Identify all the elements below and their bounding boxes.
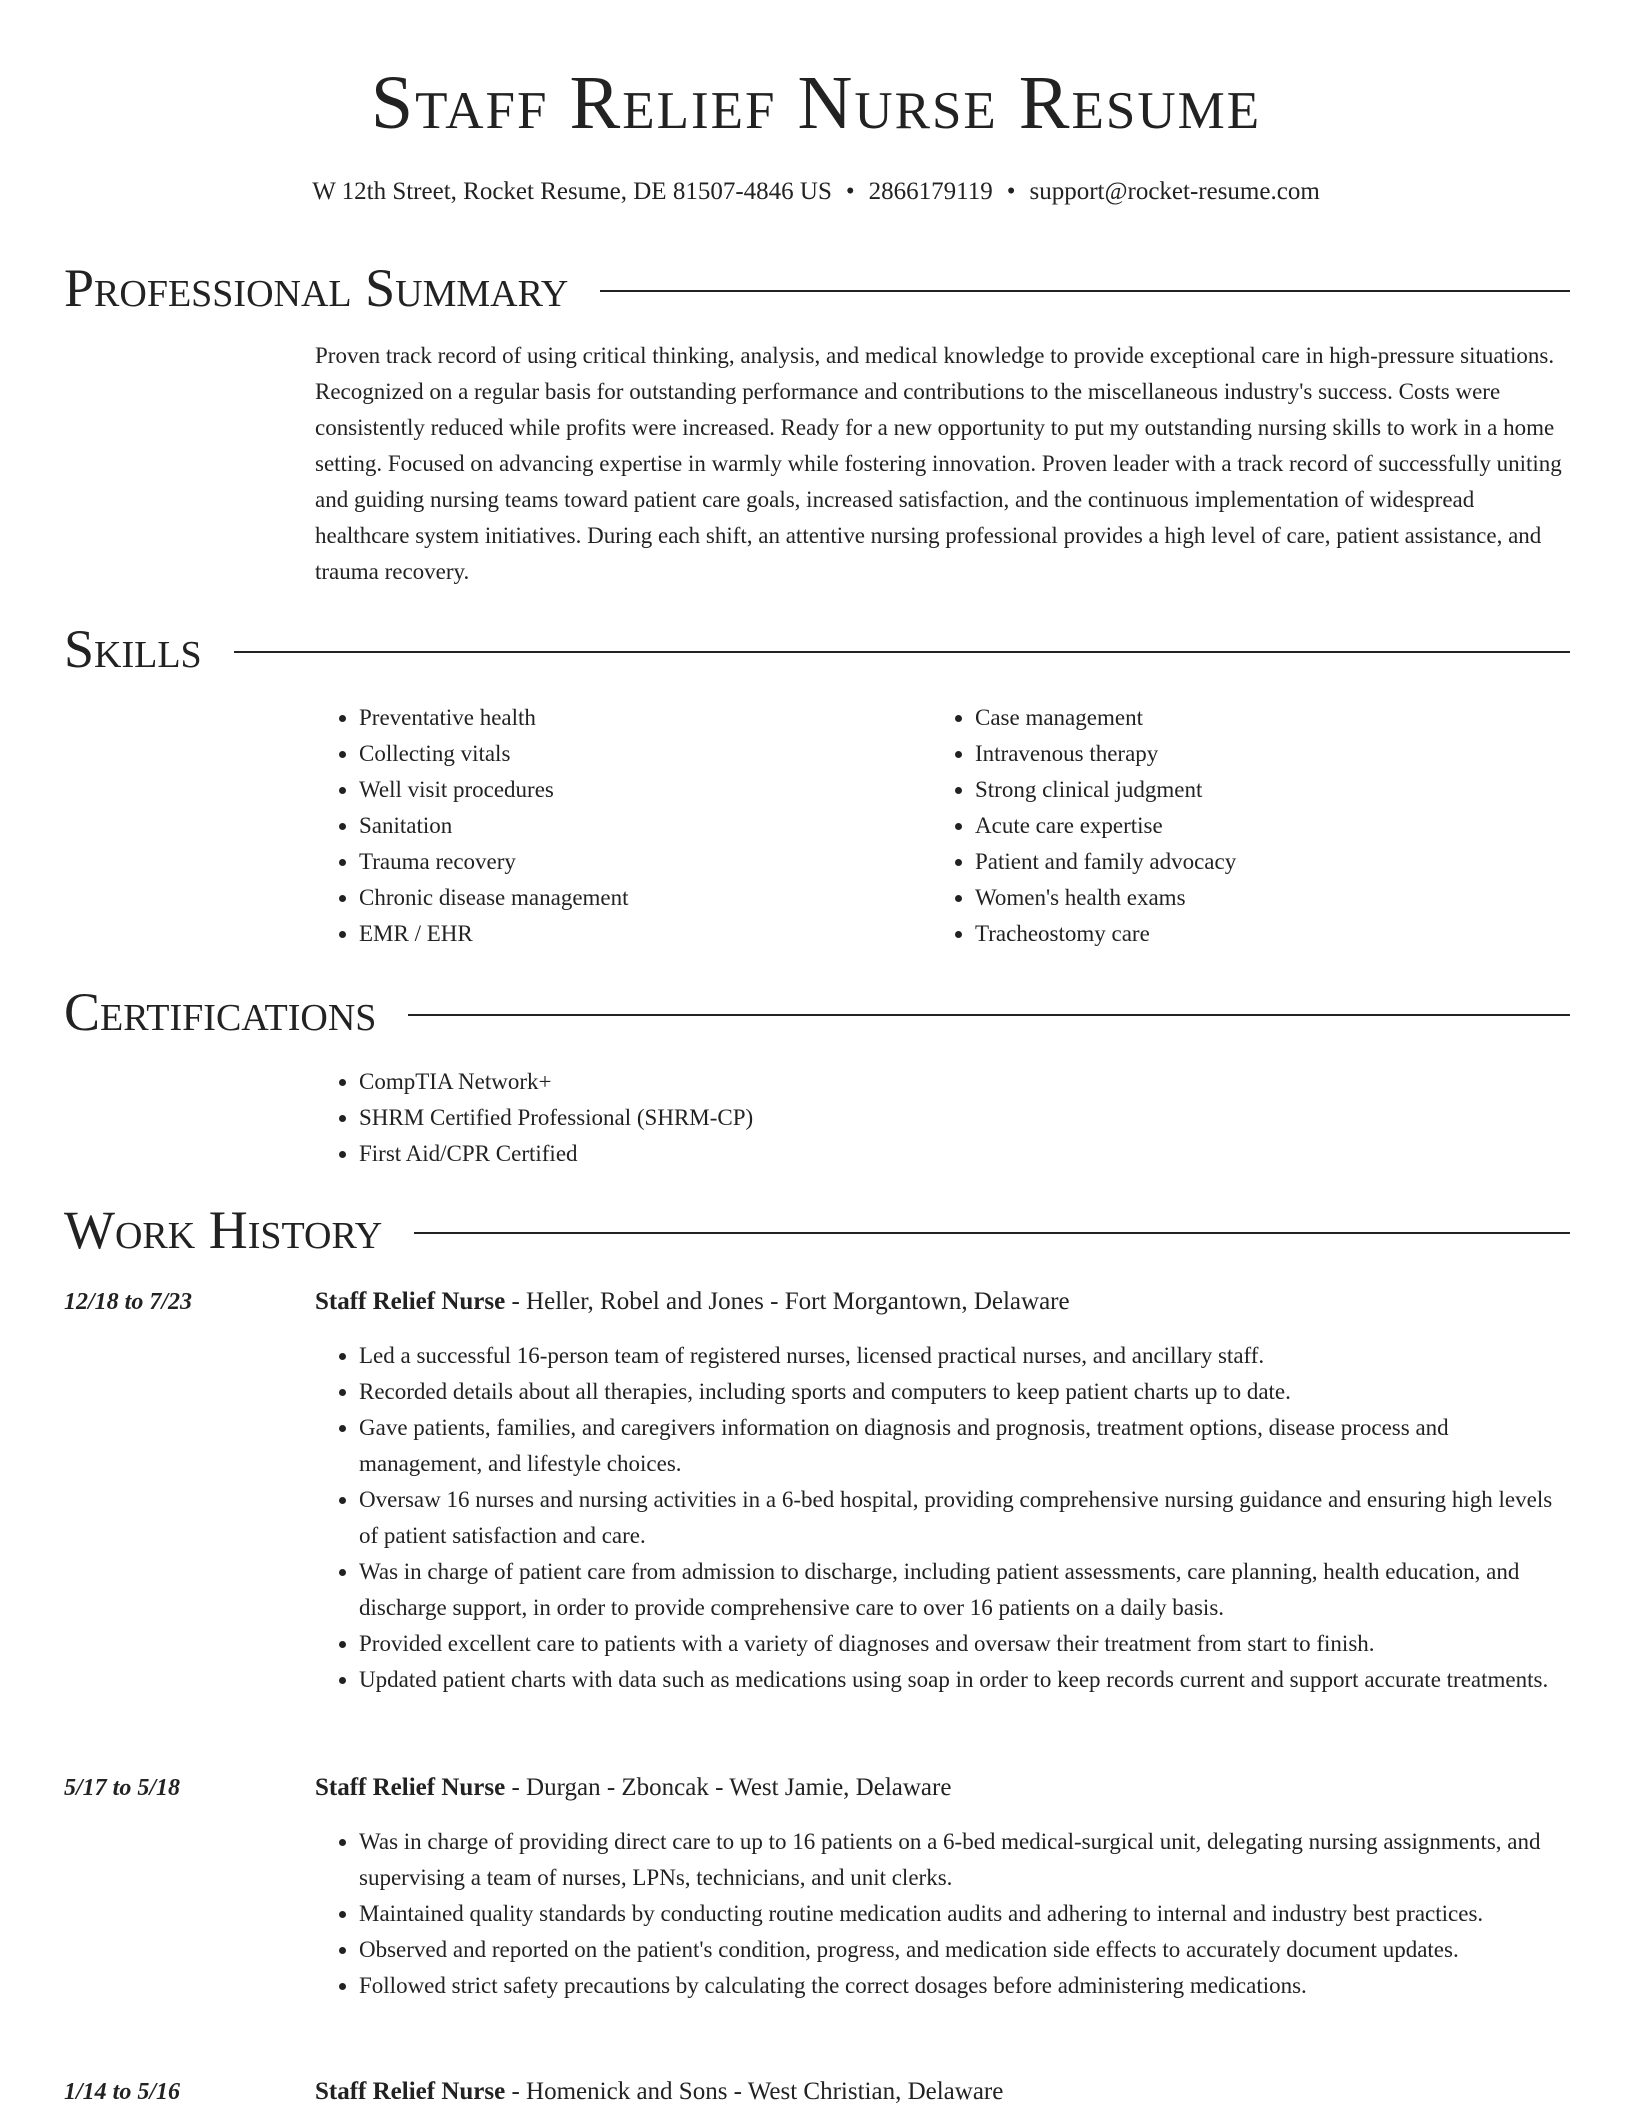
- list-item: • Recorded details about all therapies, including sports and computers to keep patient charts up to date.: [359, 1374, 1571, 1410]
- certifications-section-title: Certifications: [64, 982, 377, 1042]
- section-divider: [414, 1232, 1570, 1234]
- list-item: • Collecting vitals: [359, 736, 915, 772]
- list-item: • Intravenous therapy: [975, 736, 1531, 772]
- job-duties: [315, 1338, 1571, 1698]
- job-employer: - Homenick and Sons - West Christian, Delaware: [505, 2078, 1004, 2105]
- job-employer: - Heller, Robel and Jones - Fort Morgantown, Delaware: [505, 1288, 1070, 1315]
- list-item: • Oversaw 16 nurses and nursing activities in a 6-bed hospital, providing comprehensive nursing guidance and ensuring high levels of patient satisfaction and care.: [359, 1482, 1571, 1554]
- list-item: • Observed and reported on the patient's condition, progress, and medication side effects to accurately document updates.: [359, 1932, 1571, 1968]
- list-item: • Trauma recovery: [359, 844, 915, 880]
- list-item: • Was in charge of patient care from admission to discharge, including patient assessments, care planning, health education, and discharge support, in order to provide comprehensive care to over 16 patients on a daily basis.: [359, 1554, 1571, 1626]
- job-dates: 1/14 to 5/16: [64, 2079, 181, 2105]
- skills-column-right: [931, 700, 1531, 952]
- list-item: • Chronic disease management: [359, 880, 915, 916]
- work-section-title: Work History: [64, 1200, 383, 1260]
- summary-text: Proven track record of using critical thinking, analysis, and medical knowledge to provide exceptional care in high-pressure situations. Recognized on a regular basis for outstanding performance and contributions to the miscellaneous industry's success. Costs were consistently reduced while profits were increased. Ready for a new opportunity to put my outstanding nursing skills to work in a home setting. Focused on advancing expertise in warmly while fostering innovation. Proven leader with a track record of successfully uniting and guiding nursing teams toward patient care goals, increased satisfaction, and the continuous implementation of widespread healthcare system initiatives. During each shift, an attentive nursing professional provides a high level of care, patient assistance, and trauma recovery.: [315, 343, 1562, 584]
- contact-email: support@rocket-resume.com: [1029, 178, 1320, 205]
- section-divider: [408, 1014, 1570, 1016]
- job-duties-list: [315, 1338, 1571, 1698]
- skills-section-header: [64, 617, 1570, 681]
- contact-phone: 2866179119: [868, 178, 993, 205]
- list-item: • Updated patient charts with data such as medications using soap in order to keep records current and support accurate treatments.: [359, 1662, 1571, 1698]
- section-divider: [600, 290, 1570, 292]
- job-dates: 12/18 to 7/23: [64, 1289, 193, 1315]
- certifications-section-header: [64, 980, 1570, 1044]
- certifications-block: [315, 1064, 1315, 1172]
- list-item: • Sanitation: [359, 808, 915, 844]
- list-item: • Followed strict safety precautions by calculating the correct dosages before administering medications.: [359, 1968, 1571, 2004]
- list-item: • CompTIA Network+: [359, 1064, 1315, 1100]
- list-item: • Led a successful 16-person team of registered nurses, licensed practical nurses, and ancillary staff.: [359, 1338, 1571, 1374]
- work-section-header: [64, 1198, 1570, 1262]
- skills-list-left: [315, 700, 915, 952]
- job-title-line: [315, 1770, 951, 1806]
- contact-separator: •: [1006, 178, 1016, 205]
- list-item: • SHRM Certified Professional (SHRM-CP): [359, 1100, 1315, 1136]
- list-item: • First Aid/CPR Certified: [359, 1136, 1315, 1172]
- list-item: • Preventative health: [359, 700, 915, 736]
- job-duties: [315, 1824, 1571, 2004]
- list-item: • Women's health exams: [975, 880, 1531, 916]
- contact-address: W 12th Street, Rocket Resume, DE 81507-4846 US: [312, 178, 832, 205]
- resume-title: Staff Relief Nurse Resume: [370, 61, 1262, 145]
- list-item: • Case management: [975, 700, 1531, 736]
- job-duties-list: [315, 1824, 1571, 2004]
- list-item: • Gave patients, families, and caregivers information on diagnosis and prognosis, treatment options, disease process and management, and lifestyle choices.: [359, 1410, 1571, 1482]
- section-divider: [234, 651, 1570, 653]
- skills-section-title: Skills: [64, 619, 202, 679]
- list-item: • Strong clinical judgment: [975, 772, 1531, 808]
- list-item: • Well visit procedures: [359, 772, 915, 808]
- job-title-line: [315, 1284, 1070, 1320]
- list-item: • Acute care expertise: [975, 808, 1531, 844]
- list-item: • Tracheostomy care: [975, 916, 1531, 952]
- contact-separator: •: [845, 178, 855, 205]
- job-title-line: [315, 2074, 1003, 2110]
- job-role: Staff Relief Nurse: [315, 2078, 506, 2105]
- job-role: Staff Relief Nurse: [315, 1774, 506, 1801]
- summary-section-header: [64, 256, 1570, 320]
- list-item: • Was in charge of providing direct care to up to 16 patients on a 6-bed medical-surgical unit, delegating nursing assignments, and supervising a team of nurses, LPNs, technicians, and unit clerks.: [359, 1824, 1571, 1896]
- skills-list-right: [931, 700, 1531, 952]
- job-role: Staff Relief Nurse: [315, 1288, 506, 1315]
- list-item: • Patient and family advocacy: [975, 844, 1531, 880]
- job-dates: 5/17 to 5/18: [64, 1775, 181, 1801]
- summary-section-title: Professional Summary: [64, 258, 569, 318]
- job-employer: - Durgan - Zboncak - West Jamie, Delaware: [505, 1774, 952, 1801]
- list-item: • EMR / EHR: [359, 916, 915, 952]
- certifications-list: [315, 1064, 1315, 1172]
- skills-column-left: [315, 700, 915, 952]
- contact-line: [0, 176, 1632, 208]
- list-item: • Maintained quality standards by conducting routine medication audits and adhering to internal and industry best practices.: [359, 1896, 1571, 1932]
- list-item: • Provided excellent care to patients with a variety of diagnoses and oversaw their treatment from start to finish.: [359, 1626, 1571, 1662]
